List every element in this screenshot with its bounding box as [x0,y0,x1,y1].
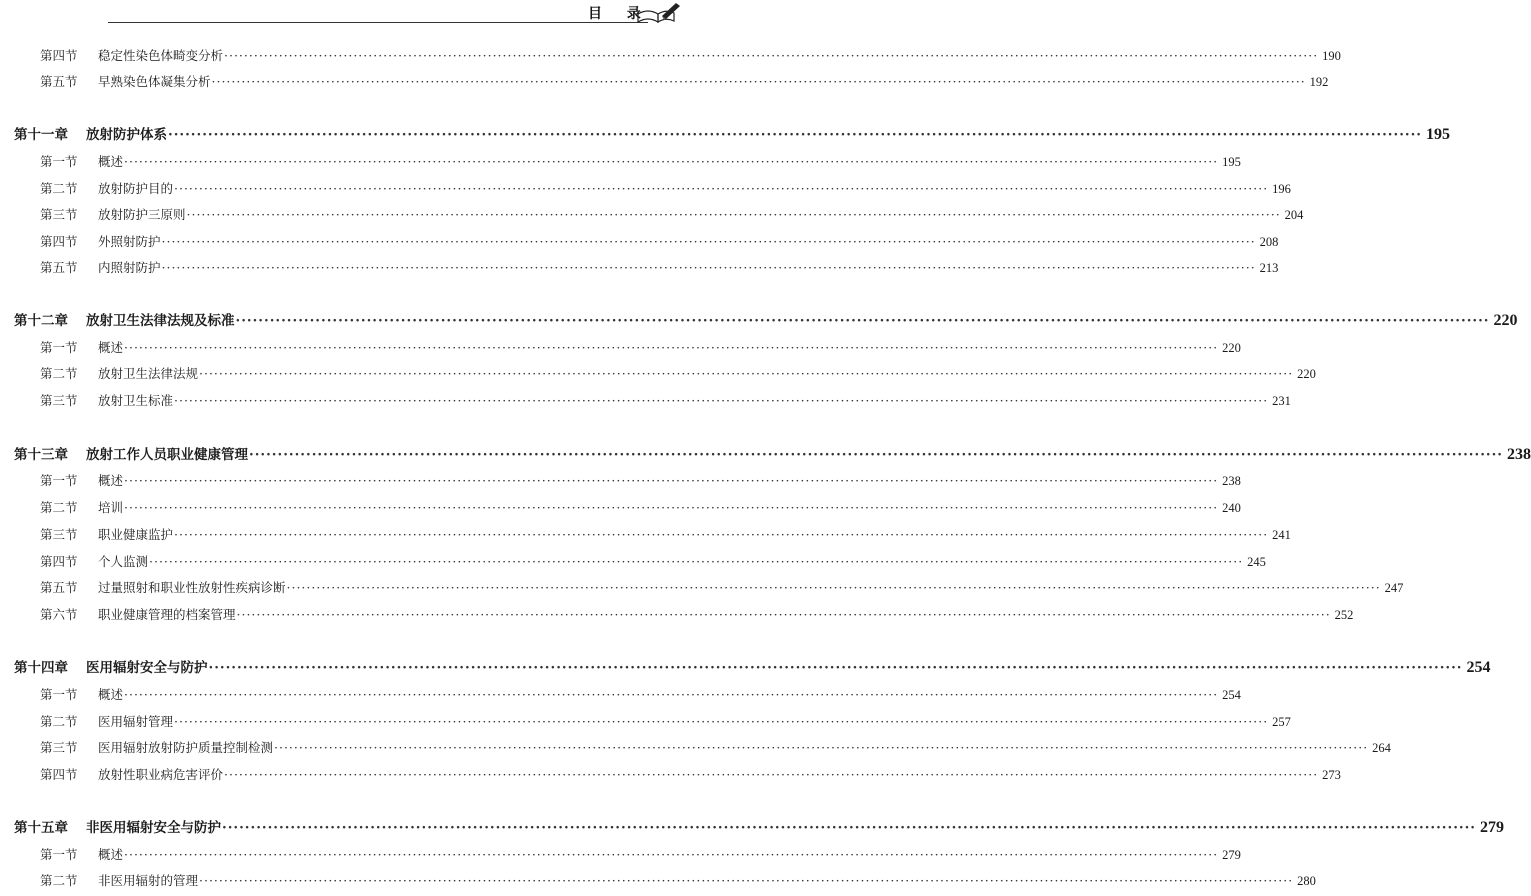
toc-entry-title: 放射工作人员职业健康管理 [86,447,248,463]
toc-entry-title: 概述 [98,340,124,355]
toc-entry-label: 第二节 [40,366,78,381]
toc-entry-label: 第十一章 [14,127,68,143]
toc-entry-title: 概述 [98,687,124,702]
toc-chapter-row[interactable] [14,656,1491,677]
toc-entry-title: 个人监测 [98,554,149,569]
toc-section-row[interactable] [40,391,1291,409]
dot-leader: ···························································································································································································································· [174,714,1269,729]
toc-entry-title: 稳定性染色体畸变分析 [98,48,224,63]
dot-leader: ···························································································································································································································· [274,740,1369,755]
toc-section-row[interactable] [40,552,1266,570]
toc-entry-title: 医用辐射管理 [98,714,174,729]
dot-leader: ···························································································································································································································· [199,873,1294,888]
toc-page-number: 208 [1259,235,1279,249]
dot-leader: ···························································································································································································································· [249,447,1503,463]
toc-entry-title: 职业健康监护 [98,527,174,542]
dot-leader: ···························································································································································································································· [124,154,1219,169]
toc-page-number: 240 [1222,501,1241,515]
toc-entry-title: 概述 [98,154,124,169]
dot-leader: ···························································································································································································································· [174,181,1269,196]
dot-leader: ···························································································································································································································· [161,234,1256,249]
toc-section-row[interactable] [40,152,1241,170]
toc-page-number: 195 [1222,155,1241,169]
toc-entry-label: 第十三章 [14,447,68,463]
dot-leader: ···························································································································································································································· [161,260,1256,275]
dot-leader: ···························································································································································································································· [186,207,1281,222]
toc-section-row[interactable] [40,871,1316,889]
toc-entry-title: 放射卫生法律法规 [98,366,199,381]
toc-entry-title: 放射防护体系 [86,127,167,143]
toc-entry-label: 第一节 [40,687,78,702]
toc-entry-label: 第十五章 [14,820,68,836]
toc-entry-title: 放射性职业病危害评价 [98,767,224,782]
book-pen-icon [636,0,682,26]
toc-entry-label: 第二节 [40,500,78,515]
toc-entry-title: 非医用辐射的管理 [98,873,199,888]
toc-page-number: 254 [1222,688,1241,702]
dot-leader: ···························································································································································································································· [236,607,1331,622]
toc-entry-title: 放射卫生标准 [98,393,174,408]
toc-entry-title: 早熟染色体凝集分析 [98,74,211,89]
page-header [108,0,692,30]
toc-entry-label: 第三节 [40,207,78,222]
dot-leader: ···························································································································································································································· [124,500,1219,515]
toc-section-row[interactable] [40,232,1279,250]
toc-entry-label: 第四节 [40,48,78,63]
toc-page-number: 279 [1480,819,1504,836]
toc-entry-label: 第二节 [40,181,78,196]
toc-entry-label: 第六节 [40,607,78,622]
toc-entry-title: 放射卫生法律法规及标准 [86,313,235,329]
toc-entry-label: 第二节 [40,714,78,729]
dot-leader: ···························································································································································································································· [222,820,1476,836]
toc-section-row[interactable] [40,205,1304,223]
toc-page-number: 220 [1222,341,1241,355]
toc-entry-label: 第十二章 [14,313,68,329]
toc-page-number: 192 [1309,75,1329,89]
dot-leader: ···························································································································································································································· [286,580,1381,595]
toc-entry-title: 概述 [98,473,124,488]
toc-section-row[interactable] [40,738,1391,756]
toc-entry-title: 医用辐射安全与防护 [86,660,208,676]
toc-section-row[interactable] [40,72,1329,90]
dot-leader: ···························································································································································································································· [211,74,1306,89]
toc-entry-label: 第三节 [40,740,78,755]
toc-page-number: 190 [1322,49,1341,63]
toc-entry-label: 第四节 [40,234,78,249]
toc-entry-label: 第一节 [40,154,78,169]
toc-entry-label: 第五节 [40,260,78,275]
toc-page-number: 252 [1334,608,1354,622]
toc-section-row[interactable] [40,605,1354,623]
toc-entry-label: 第五节 [40,580,78,595]
toc-page-number: 220 [1297,367,1316,381]
toc-entry-title: 放射防护三原则 [98,207,186,222]
dot-leader: ···························································································································································································································· [124,847,1219,862]
toc-entry-title: 职业健康管理的档案管理 [98,607,236,622]
toc-entry-title: 外照射防护 [98,234,161,249]
toc-page-number: 279 [1222,848,1241,862]
toc-section-row[interactable] [40,525,1291,543]
dot-leader: ···························································································································································································································· [199,366,1294,381]
toc-entry-title: 医用辐射放射防护质量控制检测 [98,740,274,755]
toc-page-number: 264 [1372,741,1391,755]
toc-section-row[interactable] [40,338,1241,356]
toc-page-number: 245 [1247,555,1266,569]
toc-entry-title: 放射防护目的 [98,181,174,196]
toc-entry-title: 过量照射和职业性放射性疾病诊断 [98,580,286,595]
toc-page-number: 231 [1272,394,1291,408]
header-title: 目 录 [588,6,651,22]
toc-page-number: 195 [1426,126,1450,143]
header-rule [108,22,648,23]
dot-leader: ···························································································································································································································· [124,473,1219,488]
toc-section-row[interactable] [40,845,1241,863]
toc-entry-label: 第四节 [40,554,78,569]
toc-entry-label: 第十四章 [14,660,68,676]
toc-page-number: 280 [1297,874,1316,888]
toc-section-row[interactable] [40,258,1279,276]
toc-page-number: 196 [1272,182,1291,196]
dot-leader: ···························································································································································································································· [168,127,1422,143]
toc-entry-label: 第四节 [40,767,78,782]
toc-entry-label: 第二节 [40,873,78,888]
toc-section-row[interactable] [40,765,1341,783]
toc-page-number: 247 [1384,581,1404,595]
toc-entry-label: 第一节 [40,847,78,862]
toc-entry-label: 第五节 [40,74,78,89]
dot-leader: ···························································································································································································································· [174,393,1269,408]
toc-section-row[interactable] [40,685,1241,703]
toc-page-number: 213 [1259,261,1279,275]
toc-section-row[interactable] [40,179,1291,197]
toc-chapter-row[interactable] [14,123,1450,144]
dot-leader: ···························································································································································································································· [224,48,1319,63]
toc-section-row[interactable] [40,712,1291,730]
toc-section-row[interactable] [40,471,1241,489]
dot-leader: ···························································································································································································································· [149,554,1244,569]
toc-section-row[interactable] [40,364,1316,382]
toc-page-number: 238 [1507,446,1531,463]
toc-entry-label: 第一节 [40,340,78,355]
toc-page-number: 241 [1272,528,1291,542]
toc-entry-title: 非医用辐射安全与防护 [86,820,221,836]
toc-page-number: 273 [1322,768,1341,782]
toc-chapter-row[interactable] [14,816,1504,837]
toc-section-row[interactable] [40,498,1241,516]
toc-section-row[interactable] [40,46,1341,64]
toc-page-number: 257 [1272,715,1291,729]
dot-leader: ···························································································································································································································· [235,313,1490,329]
dot-leader: ···························································································································································································································· [208,660,1463,676]
toc-page-number: 254 [1466,659,1491,676]
toc-chapter-row[interactable] [14,443,1531,464]
toc-entry-title: 培训 [98,500,124,515]
toc-page-number: 238 [1222,474,1241,488]
toc-section-row[interactable] [40,578,1404,596]
dot-leader: ···························································································································································································································· [224,767,1319,782]
toc-chapter-row[interactable] [14,309,1518,330]
toc-entry-label: 第三节 [40,393,78,408]
toc-entry-label: 第一节 [40,473,78,488]
toc-entry-label: 第三节 [40,527,78,542]
toc-page-number: 220 [1493,312,1518,329]
dot-leader: ···························································································································································································································· [174,527,1269,542]
toc-page-number: 204 [1284,208,1304,222]
toc-entry-title: 概述 [98,847,124,862]
dot-leader: ···························································································································································································································· [124,687,1219,702]
toc-entry-title: 内照射防护 [98,260,161,275]
dot-leader: ···························································································································································································································· [124,340,1219,355]
